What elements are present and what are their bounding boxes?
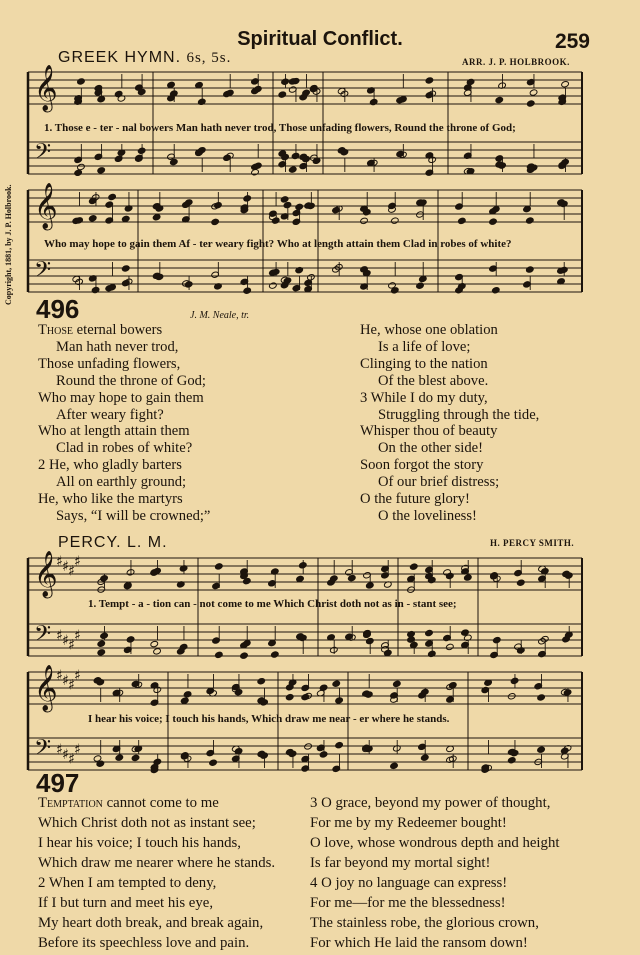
verse-line: Who at length attain them xyxy=(38,423,190,440)
hymn-number: 497 xyxy=(36,768,80,798)
lyric-underlay-2: Who may hope to gain them Af - ter weary fight? Who at length attain them Clad in robes of white? xyxy=(44,238,512,250)
verse-line: Which draw me nearer where he stands. xyxy=(38,855,276,871)
svg-text:♯: ♯ xyxy=(62,672,69,689)
svg-text:𝄢: 𝄢 xyxy=(34,620,51,652)
verse-line-rest: eternal bowers xyxy=(73,322,163,338)
copyright-notice: Copyright, 1881, by J. P. Holbrook. xyxy=(4,184,13,305)
svg-text:♯: ♯ xyxy=(74,668,81,684)
music-score-497 xyxy=(18,548,598,788)
page-title: Spiritual Conflict. xyxy=(237,28,403,50)
page-number: 259 xyxy=(554,30,590,53)
svg-text:♯: ♯ xyxy=(68,637,75,654)
svg-text:♯: ♯ xyxy=(68,677,75,694)
verse-line: On the other side! xyxy=(378,440,483,457)
lyric-underlay-1: 1. Those e - ter - nal bowers Man hath never trod, Those unfading flowers, Round the throne of God; xyxy=(44,122,516,134)
verse-line: Soon forgot the story xyxy=(360,457,484,474)
verse-line: Round the throne of God; xyxy=(56,372,206,389)
arranger-credit: ARR. J. P. HOLBROOK. xyxy=(462,57,570,67)
hymn-number: 496 xyxy=(36,294,80,324)
verse-line: 3 While I do my duty, xyxy=(360,389,488,406)
verse-line: After weary fight? xyxy=(56,406,164,423)
svg-text:𝄢: 𝄢 xyxy=(34,138,51,170)
verse-line: 2 He, who gladly barters xyxy=(38,457,182,474)
tune-title: PERCY. xyxy=(58,534,122,551)
verse-line: Those unfading flowers, xyxy=(38,355,181,372)
verse-line: Is far beyond my mortal sight! xyxy=(310,855,491,871)
verse-line: For which He laid the ransom down! xyxy=(310,935,528,951)
svg-text:♯: ♯ xyxy=(68,563,75,580)
translator-credit: J. M. Neale, tr. xyxy=(190,310,250,321)
svg-text:𝄞: 𝄞 xyxy=(34,182,58,229)
svg-text:𝄢: 𝄢 xyxy=(34,734,51,766)
svg-text:♯: ♯ xyxy=(62,632,69,649)
svg-text:♯: ♯ xyxy=(56,628,63,644)
verse-line: Says, “I will be crowned;” xyxy=(56,507,211,524)
verse-line: Of our brief distress; xyxy=(378,474,500,491)
svg-text:𝄞: 𝄞 xyxy=(34,550,58,597)
svg-text:𝄢: 𝄢 xyxy=(34,256,51,288)
verse-line: He, who like the martyrs xyxy=(38,491,183,508)
svg-text:♯: ♯ xyxy=(62,746,69,763)
lyric-underlay-4: I hear his voice; I touch his hands, Which draw me near - er where he stands. xyxy=(88,713,450,725)
verse-line: O the loveliness! xyxy=(378,507,477,524)
verse-line: 3 O grace, beyond my power of thought, xyxy=(310,795,551,811)
svg-text:♯: ♯ xyxy=(74,554,81,570)
verse-line: Which Christ doth not as instant see; xyxy=(38,815,256,831)
verse-line: For me by my Redeemer bought! xyxy=(310,815,507,831)
verse-line xyxy=(38,322,210,339)
verse-line: Clad in robes of white? xyxy=(56,440,193,457)
verse-line: He, whose one oblation xyxy=(360,322,498,338)
verse-line: 4 O joy no language can express! xyxy=(310,875,508,891)
svg-text:♯: ♯ xyxy=(74,628,81,644)
verse-line: Whisper thou of beauty xyxy=(360,423,498,440)
verses-497-right xyxy=(310,793,559,953)
svg-text:♯: ♯ xyxy=(56,554,63,570)
verse-line: If I but turn and meet his eye, xyxy=(38,895,214,911)
verse-line: Before its speechless love and pain. xyxy=(38,935,250,951)
verse-line: Clinging to the nation xyxy=(360,355,488,372)
verses-497-left xyxy=(38,793,275,953)
verse-line: 2 When I am tempted to deny, xyxy=(38,875,217,891)
svg-text:♯: ♯ xyxy=(56,742,63,758)
svg-text:𝄞: 𝄞 xyxy=(34,64,58,111)
verse-line: O the future glory! xyxy=(360,491,470,508)
verse-initial-word: Those xyxy=(38,322,74,338)
music-score-496 xyxy=(18,64,598,309)
tune-meter: 6s, 5s. xyxy=(186,50,232,66)
verse-line-rest: cannot come to me xyxy=(102,795,219,811)
svg-text:𝄞: 𝄞 xyxy=(34,664,58,711)
verse-line: Man hath never trod, xyxy=(56,338,179,355)
verse-line: O love, whose wondrous depth and height xyxy=(310,835,560,851)
verse-line: My heart doth break, and break again, xyxy=(38,915,264,931)
verse-initial-word: Temptation xyxy=(38,795,103,811)
tune-meter: L. M. xyxy=(126,534,168,551)
lyric-underlay-3: 1. Tempt - a - tion can - not come to me Which Christ doth not as in - stant see; xyxy=(88,598,457,610)
svg-text:♯: ♯ xyxy=(62,558,69,575)
verse-line: Who may hope to gain them xyxy=(38,389,204,406)
svg-text:♯: ♯ xyxy=(68,751,75,768)
verse-line: Is a life of love; xyxy=(378,338,471,355)
svg-text:♯: ♯ xyxy=(56,668,63,684)
verse-line: For me—for me the blessedness! xyxy=(310,895,506,911)
verse-line: All on earthly ground; xyxy=(56,474,187,491)
verse-line: Struggling through the tide, xyxy=(378,406,540,423)
tune-title: GREEK HYMN. xyxy=(58,49,182,66)
verse-line: The stainless robe, the glorious crown, xyxy=(310,915,539,931)
verses-496-right xyxy=(360,322,539,525)
verses-496-left xyxy=(38,322,210,525)
verse-line xyxy=(38,793,275,813)
verse-line: I hear his voice; I touch his hands, xyxy=(38,835,241,851)
composer-credit: H. PERCY SMITH. xyxy=(490,538,575,548)
svg-text:♯: ♯ xyxy=(74,742,81,758)
verse-line: Of the blest above. xyxy=(378,372,489,389)
